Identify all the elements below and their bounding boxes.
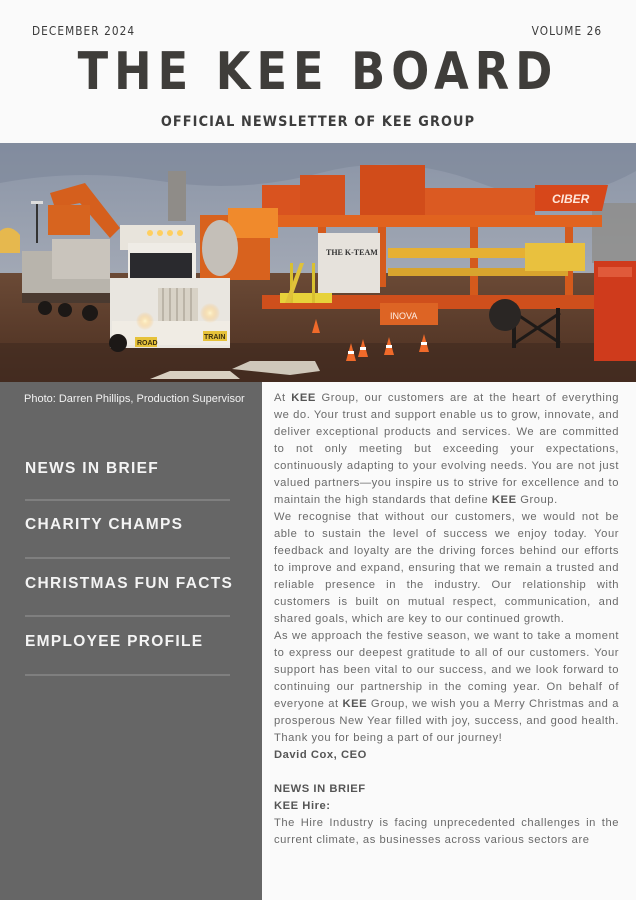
brand-kee: KEE [342, 698, 368, 710]
issue-volume: VOLUME 26 [531, 24, 602, 38]
ceo-signoff: David Cox, CEO [274, 749, 367, 761]
ciber-label: CIBER [552, 192, 590, 206]
chimney [168, 171, 186, 221]
shed-sign: THE K-TEAM [326, 248, 378, 257]
newsletter-subtitle: OFFICIAL NEWSLETTER OF KEE GROUP [160, 114, 476, 130]
nav-separator [25, 557, 230, 559]
nav-christmas-fun-facts[interactable]: CHRISTMAS FUN FACTS [25, 575, 234, 592]
plate-train: TRAIN [204, 334, 226, 341]
sidebar [0, 382, 262, 900]
nav-news-in-brief[interactable]: NEWS IN BRIEF [25, 460, 160, 477]
article-paragraph-festive: As we approach the festive season, we want to take a moment to express our deepest gratitude to all of our customers. Your support has been vital to our success, and we look forward to continuing our partnership in the coming year. On behalf of everyone at KEE Group, we wish you a Merry Christmas and a prosperous New Year filled with joy, success, and good health. Thank you for being a part of our journey! [274, 630, 620, 744]
masthead [0, 0, 636, 143]
nav-charity-champs[interactable]: CHARITY CHAMPS [25, 516, 184, 533]
article-body [274, 390, 619, 849]
newsletter-title: THE KEE BOARD [77, 42, 559, 102]
subheading-kee-hire: KEE Hire: [274, 800, 331, 812]
nav-separator [25, 615, 230, 617]
hero-photo [0, 143, 636, 382]
photo-caption: Photo: Darren Phillips, Production Supervisor [24, 393, 245, 405]
hero-photo-illustration [0, 143, 636, 382]
section-heading-news: NEWS IN BRIEF [274, 783, 366, 795]
brand-kee: KEE [491, 494, 517, 506]
nav-separator [25, 499, 230, 501]
nav-employee-profile[interactable]: EMPLOYEE PROFILE [25, 633, 204, 650]
plate-road: ROAD [137, 340, 158, 347]
article-paragraph-customers: We recognise that without our customers, we would not be able to sustain the level of success we enjoy today. Your feedback and loyalty are the driving forces behind our efforts to improve and expand, ensuring that we remain a trusted and reliable presence in the industry. Our relationship with customers is built on mutual respect, communication, and shared goals, which are key to our continued growth. [274, 511, 619, 625]
issue-date: DECEMBER 2024 [32, 24, 136, 38]
article-paragraph-hire: The Hire Industry is facing unprecedented challenges in the current climate, as businesses across various sectors are [274, 817, 619, 846]
nav-separator [25, 674, 230, 676]
inova-label: INOVA [390, 311, 418, 321]
brand-kee: KEE [291, 392, 316, 404]
article-paragraph-intro: At KEE Group, our customers are at the heart of everything we do. Your trust and support enable us to grow, innovate, and deliver exceptional products and services. We are committed to not only meeting but exceeding your expectations, continuously adapting to your evolving needs. You are not just valued partners—you inspire us to strive for excellence and to maintain the high standards that define KEE Group. [274, 392, 619, 506]
